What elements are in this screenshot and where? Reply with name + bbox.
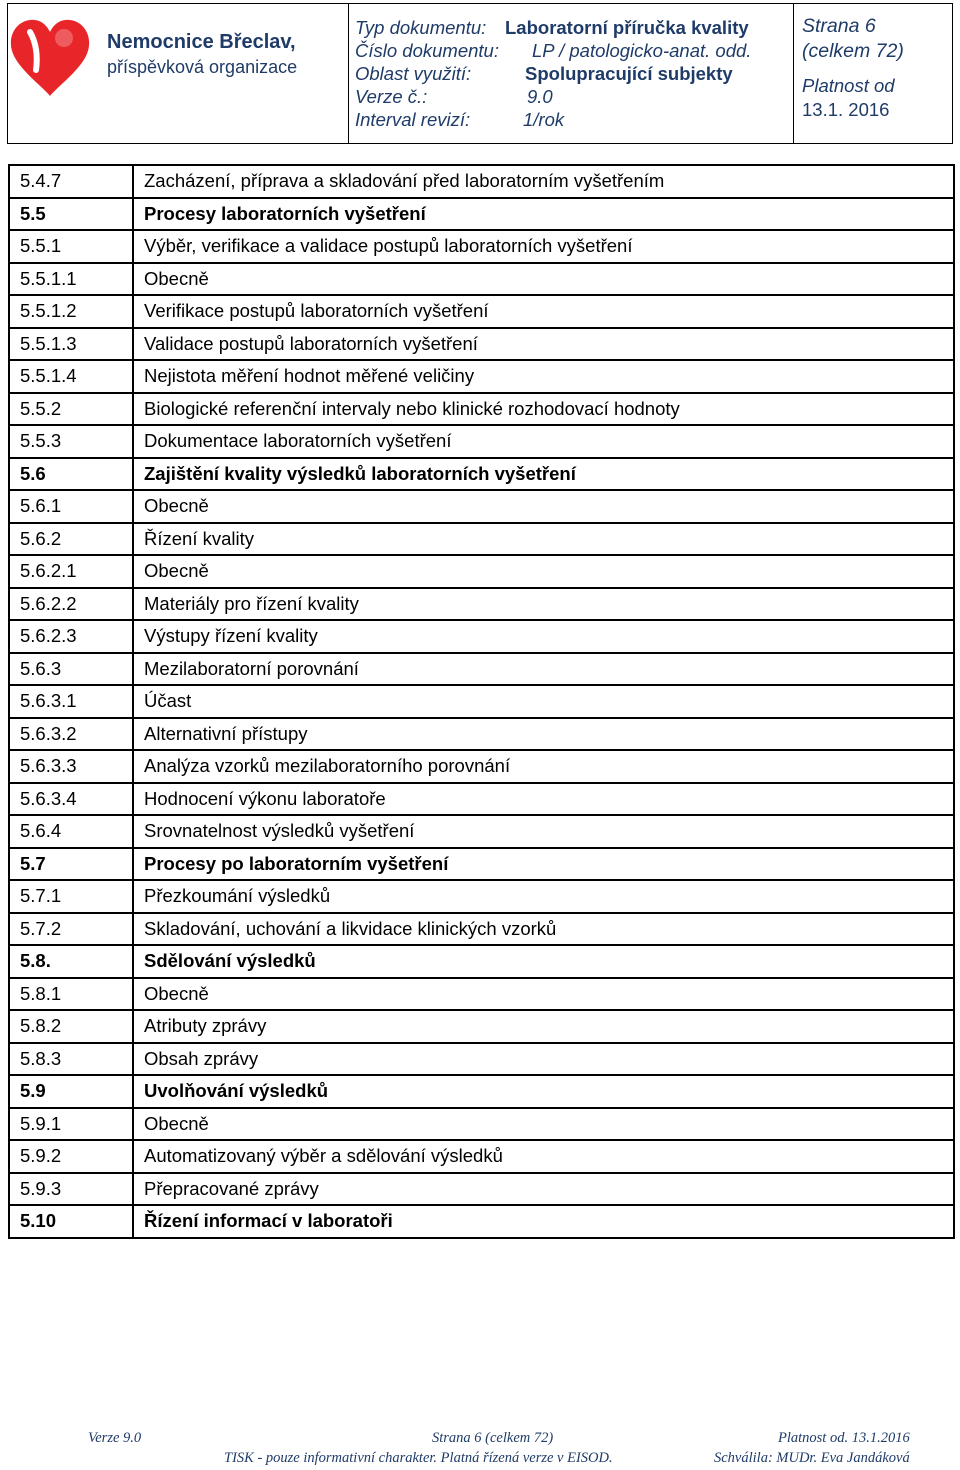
- toc-row: [9, 523, 954, 556]
- toc-section-title: Obsah zprávy: [133, 1043, 954, 1076]
- toc-section-number: 5.5.3: [9, 425, 133, 458]
- doc-type-value: Laboratorní příručka kvality: [505, 17, 749, 38]
- toc-row: [9, 945, 954, 978]
- toc-section-title: Obecně: [133, 978, 954, 1011]
- toc-section-title: Účast: [133, 685, 954, 718]
- toc-row: [9, 1173, 954, 1206]
- toc-row: [9, 685, 954, 718]
- toc-row: [9, 1140, 954, 1173]
- toc-section-title: Hodnocení výkonu laboratoře: [133, 783, 954, 816]
- toc-section-title: Přezkoumání výsledků: [133, 880, 954, 913]
- toc-row: [9, 653, 954, 686]
- page-info-cell: [794, 4, 952, 143]
- toc-section-title: Automatizovaný výběr a sdělování výsledků: [133, 1140, 954, 1173]
- toc-section-number: 5.6.3.1: [9, 685, 133, 718]
- toc-section-title: Výstupy řízení kvality: [133, 620, 954, 653]
- toc-row: [9, 1108, 954, 1141]
- footer-page: Strana 6 (celkem 72): [432, 1430, 554, 1446]
- footer-print-note: TISK - pouze informativní charakter. Platná řízená verze v EISOD.: [224, 1450, 613, 1466]
- toc-section-number: 5.6.3.4: [9, 783, 133, 816]
- toc-section-number: 5.5.1.3: [9, 328, 133, 361]
- version-row: [355, 85, 793, 108]
- toc-section-number: 5.6.2.3: [9, 620, 133, 653]
- toc-row: [9, 1205, 954, 1238]
- toc-row: [9, 328, 954, 361]
- validity-block: [802, 74, 952, 122]
- toc-section-title: Verifikace postupů laboratorních vyšetření: [133, 295, 954, 328]
- toc-section-number: 5.8.2: [9, 1010, 133, 1043]
- toc-row: [9, 425, 954, 458]
- toc-section-number: 5.6.4: [9, 815, 133, 848]
- toc-section-title: Validace postupů laboratorních vyšetření: [133, 328, 954, 361]
- toc-section-title: Alternativní přístupy: [133, 718, 954, 751]
- toc-section-number: 5.5.1.4: [9, 360, 133, 393]
- toc-section-number: 5.5: [9, 198, 133, 231]
- toc-section-title: Uvolňování výsledků: [133, 1075, 954, 1108]
- toc-section-title: Obecně: [133, 263, 954, 296]
- area-label: Oblast využití:: [355, 63, 472, 84]
- toc-section-title: Řízení kvality: [133, 523, 954, 556]
- validity-label: Platnost od: [802, 75, 895, 96]
- doc-type-row: [355, 16, 793, 39]
- toc-section-number: 5.5.1.2: [9, 295, 133, 328]
- footer-approved: Schválila: MUDr. Eva Jandáková: [714, 1450, 910, 1466]
- toc-row: [9, 393, 954, 426]
- toc-section-number: 5.4.7: [9, 165, 133, 198]
- footer-validity: Platnost od. 13.1.2016: [778, 1430, 910, 1446]
- toc-section-title: Přepracované zprávy: [133, 1173, 954, 1206]
- toc-row: [9, 230, 954, 263]
- toc-row: [9, 815, 954, 848]
- toc-section-title: Dokumentace laboratorních vyšetření: [133, 425, 954, 458]
- toc-section-title: Skladování, uchování a likvidace klinických vzorků: [133, 913, 954, 946]
- toc-section-title: Procesy po laboratorním vyšetření: [133, 848, 954, 881]
- toc-row: [9, 555, 954, 588]
- toc-section-number: 5.10: [9, 1205, 133, 1238]
- toc-row: [9, 588, 954, 621]
- area-value: Spolupracující subjekty: [525, 63, 733, 84]
- version-label: Verze č.:: [355, 86, 428, 107]
- validity-date: 13.1. 2016: [802, 99, 890, 120]
- toc-row: [9, 913, 954, 946]
- toc-row: [9, 750, 954, 783]
- toc-section-number: 5.6: [9, 458, 133, 491]
- toc-row: [9, 458, 954, 491]
- toc-section-title: Řízení informací v laboratoři: [133, 1205, 954, 1238]
- toc-row: [9, 198, 954, 231]
- toc-section-title: Obecně: [133, 490, 954, 523]
- toc-section-number: 5.7: [9, 848, 133, 881]
- organization-cell: [8, 4, 349, 143]
- toc-section-title: Nejistota měření hodnot měřené veličiny: [133, 360, 954, 393]
- interval-label: Interval revizí:: [355, 109, 471, 130]
- toc-section-title: Zacházení, příprava a skladování před laboratorním vyšetřením: [133, 165, 954, 198]
- toc-section-number: 5.7.1: [9, 880, 133, 913]
- toc-row: [9, 620, 954, 653]
- toc-section-title: Biologické referenční intervaly nebo klinické rozhodovací hodnoty: [133, 393, 954, 426]
- interval-value: 1/rok: [523, 109, 565, 130]
- page-line-2: (celkem 72): [802, 40, 904, 62]
- toc-section-number: 5.6.1: [9, 490, 133, 523]
- toc-section-number: 5.6.2: [9, 523, 133, 556]
- toc-section-number: 5.6.2.2: [9, 588, 133, 621]
- toc-row: [9, 718, 954, 751]
- toc-section-number: 5.8.3: [9, 1043, 133, 1076]
- toc-section-number: 5.6.3.3: [9, 750, 133, 783]
- toc-section-number: 5.8.1: [9, 978, 133, 1011]
- toc-section-title: Sdělování výsledků: [133, 945, 954, 978]
- document-meta-cell: [349, 4, 794, 143]
- toc-section-number: 5.5.1.1: [9, 263, 133, 296]
- toc-row: [9, 978, 954, 1011]
- interval-row: [355, 108, 793, 131]
- toc-section-number: 5.6.3: [9, 653, 133, 686]
- footer-version: Verze 9.0: [88, 1430, 142, 1446]
- toc-section-title: Procesy laboratorních vyšetření: [133, 198, 954, 231]
- toc-section-number: 5.5.2: [9, 393, 133, 426]
- toc-section-title: Atributy zprávy: [133, 1010, 954, 1043]
- toc-section-title: Materiály pro řízení kvality: [133, 588, 954, 621]
- toc-body: [9, 165, 954, 1238]
- organization-name: Nemocnice Břeclav,: [107, 31, 296, 53]
- doc-number-value: LP / patologicko-anat. odd.: [532, 40, 752, 61]
- toc-row: [9, 360, 954, 393]
- organization-subtitle: příspěvková organizace: [107, 57, 298, 77]
- toc-row: [9, 783, 954, 816]
- toc-section-number: 5.7.2: [9, 913, 133, 946]
- toc-section-number: 5.9: [9, 1075, 133, 1108]
- hospital-heart-logo-icon: [8, 12, 92, 98]
- document-header: [7, 3, 953, 144]
- toc-section-number: 5.9.3: [9, 1173, 133, 1206]
- toc-section-number: 5.9.2: [9, 1140, 133, 1173]
- toc-row: [9, 490, 954, 523]
- page-footer: [0, 1430, 960, 1470]
- toc-row: [9, 1043, 954, 1076]
- toc-row: [9, 1010, 954, 1043]
- toc-row: [9, 1075, 954, 1108]
- table-of-contents: [8, 164, 955, 1239]
- toc-section-number: 5.5.1: [9, 230, 133, 263]
- toc-section-title: Obecně: [133, 1108, 954, 1141]
- doc-number-row: [355, 39, 793, 62]
- toc-section-number: 5.8.: [9, 945, 133, 978]
- toc-row: [9, 263, 954, 296]
- toc-section-title: Výběr, verifikace a validace postupů laboratorních vyšetření: [133, 230, 954, 263]
- area-row: [355, 62, 793, 85]
- toc-section-title: Mezilaboratorní porovnání: [133, 653, 954, 686]
- page-number: [802, 14, 952, 64]
- doc-type-label: Typ dokumentu:: [355, 17, 487, 38]
- page-line-1: Strana 6: [802, 15, 876, 37]
- toc-row: [9, 295, 954, 328]
- toc-row: [9, 165, 954, 198]
- toc-section-title: Zajištění kvality výsledků laboratorních vyšetření: [133, 458, 954, 491]
- toc-section-number: 5.6.3.2: [9, 718, 133, 751]
- toc-row: [9, 880, 954, 913]
- toc-section-title: Srovnatelnost výsledků vyšetření: [133, 815, 954, 848]
- toc-section-title: Obecně: [133, 555, 954, 588]
- doc-number-label: Číslo dokumentu:: [355, 40, 499, 61]
- toc-section-title: Analýza vzorků mezilaboratorního porovnání: [133, 750, 954, 783]
- toc-section-number: 5.9.1: [9, 1108, 133, 1141]
- toc-row: [9, 848, 954, 881]
- version-value: 9.0: [527, 86, 553, 107]
- toc-section-number: 5.6.2.1: [9, 555, 133, 588]
